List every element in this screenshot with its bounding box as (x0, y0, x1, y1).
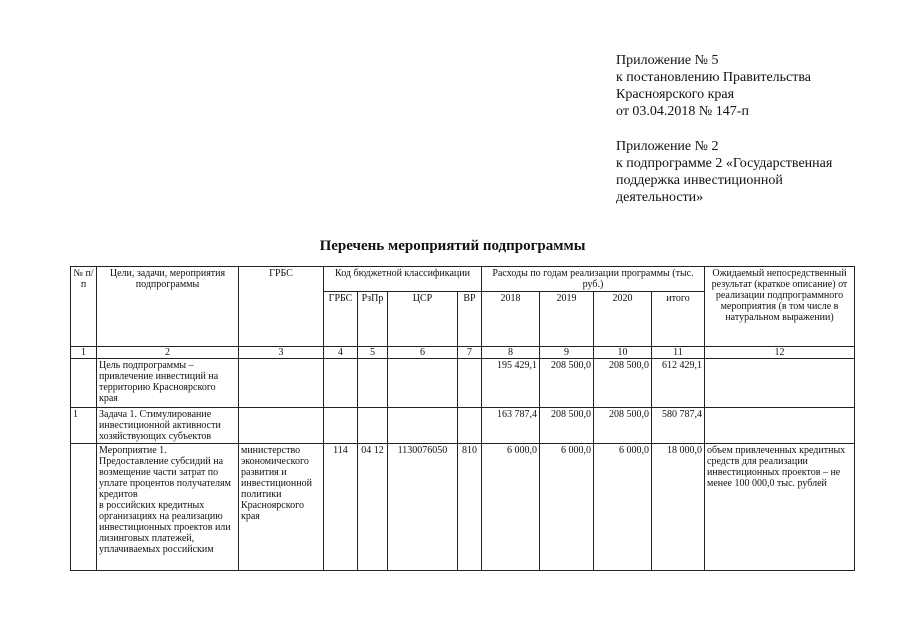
subheader-grbs: ГРБС (324, 292, 358, 347)
table-row-activity (71, 444, 855, 571)
header-grbs: ГРБС (239, 267, 324, 347)
value-total: 18 000,0 (652, 444, 705, 571)
col-number: 12 (705, 347, 855, 359)
row-name: Мероприятие 1. Предоставление субсидий на возмещение части затрат по уплате процентов получателям кредитов в российских кредитных организациях на реализацию инвестиционных проектов или лизинговых платежей, уплачиваемых российским (97, 444, 239, 571)
row-num: 1 (71, 408, 97, 444)
appendix-line: Приложение № 5 (616, 53, 719, 68)
col-number: 8 (482, 347, 540, 359)
value-2019: 6 000,0 (540, 444, 594, 571)
col-number: 4 (324, 347, 358, 359)
appendix-line: деятельности» (616, 190, 704, 205)
col-number: 10 (594, 347, 652, 359)
col-number: 7 (458, 347, 482, 359)
subheader-2018: 2018 (482, 292, 540, 347)
subheader-2020: 2020 (594, 292, 652, 347)
appendix-line: к подпрограмме 2 «Государственная (616, 156, 833, 171)
subheader-2019: 2019 (540, 292, 594, 347)
value-2019: 208 500,0 (540, 408, 594, 444)
header-num: № п/п (71, 267, 97, 347)
subheader-csr: ЦСР (388, 292, 458, 347)
row-result: объем привлеченных кредитных средств для реализации инвестиционных проектов – не менее 100 000,0 тыс. рублей (705, 444, 855, 571)
row-rzpr: 04 12 (358, 444, 388, 571)
appendix-line: Приложение № 2 (616, 139, 719, 154)
subheader-total: итого (652, 292, 705, 347)
row-name: Цель подпрограммы – привлечение инвестиций на территорию Красноярского края (97, 359, 239, 408)
value-2018: 6 000,0 (482, 444, 540, 571)
appendix-line: от 03.04.2018 № 147-п (616, 104, 749, 119)
row-num (71, 444, 97, 571)
value-total: 612 429,1 (652, 359, 705, 408)
col-number: 3 (239, 347, 324, 359)
col-number: 9 (540, 347, 594, 359)
row-grbs-code: 114 (324, 444, 358, 571)
header-result: Ожидаемый непосредственный результат (краткое описание) от реализации подпрограммного мероприятия (в том числе в натуральном выражении) (705, 267, 855, 347)
header-expenses: Расходы по годам реализации программы (тыс. руб.) (482, 267, 705, 292)
activities-table (70, 266, 855, 571)
appendix-5-block (616, 52, 811, 120)
value-2020: 208 500,0 (594, 359, 652, 408)
appendix-line: к постановлению Правительства (616, 70, 812, 85)
header-goals: Цели, задачи, мероприятия подпрограммы (97, 267, 239, 347)
value-2018: 195 429,1 (482, 359, 540, 408)
subheader-rzpr: РзПр (358, 292, 388, 347)
col-number: 1 (71, 347, 97, 359)
subheader-vr: ВР (458, 292, 482, 347)
col-number: 2 (97, 347, 239, 359)
row-name: Задача 1. Стимулирование инвестиционной активности хозяйствующих субъектов (97, 408, 239, 444)
value-2020: 208 500,0 (594, 408, 652, 444)
header-budget-code: Код бюджетной классификации (324, 267, 482, 292)
appendix-line: поддержка инвестиционной (616, 173, 783, 188)
appendix-line: Красноярского края (616, 87, 735, 102)
value-total: 580 787,4 (652, 408, 705, 444)
document-title: Перечень мероприятий подпрограммы (319, 238, 586, 254)
value-2019: 208 500,0 (540, 359, 594, 408)
row-grbs-name: министерство экономического развития и инвестиционной политики Красноярского края (239, 444, 324, 571)
col-number: 11 (652, 347, 705, 359)
row-num (71, 359, 97, 408)
table-row-goal (71, 359, 855, 408)
row-csr: 1130076050 (388, 444, 458, 571)
value-2020: 6 000,0 (594, 444, 652, 571)
column-number-row (71, 347, 855, 359)
col-number: 6 (388, 347, 458, 359)
value-2018: 163 787,4 (482, 408, 540, 444)
col-number: 5 (358, 347, 388, 359)
table-row-task (71, 408, 855, 444)
appendix-2-block (616, 138, 832, 206)
row-vr: 810 (458, 444, 482, 571)
